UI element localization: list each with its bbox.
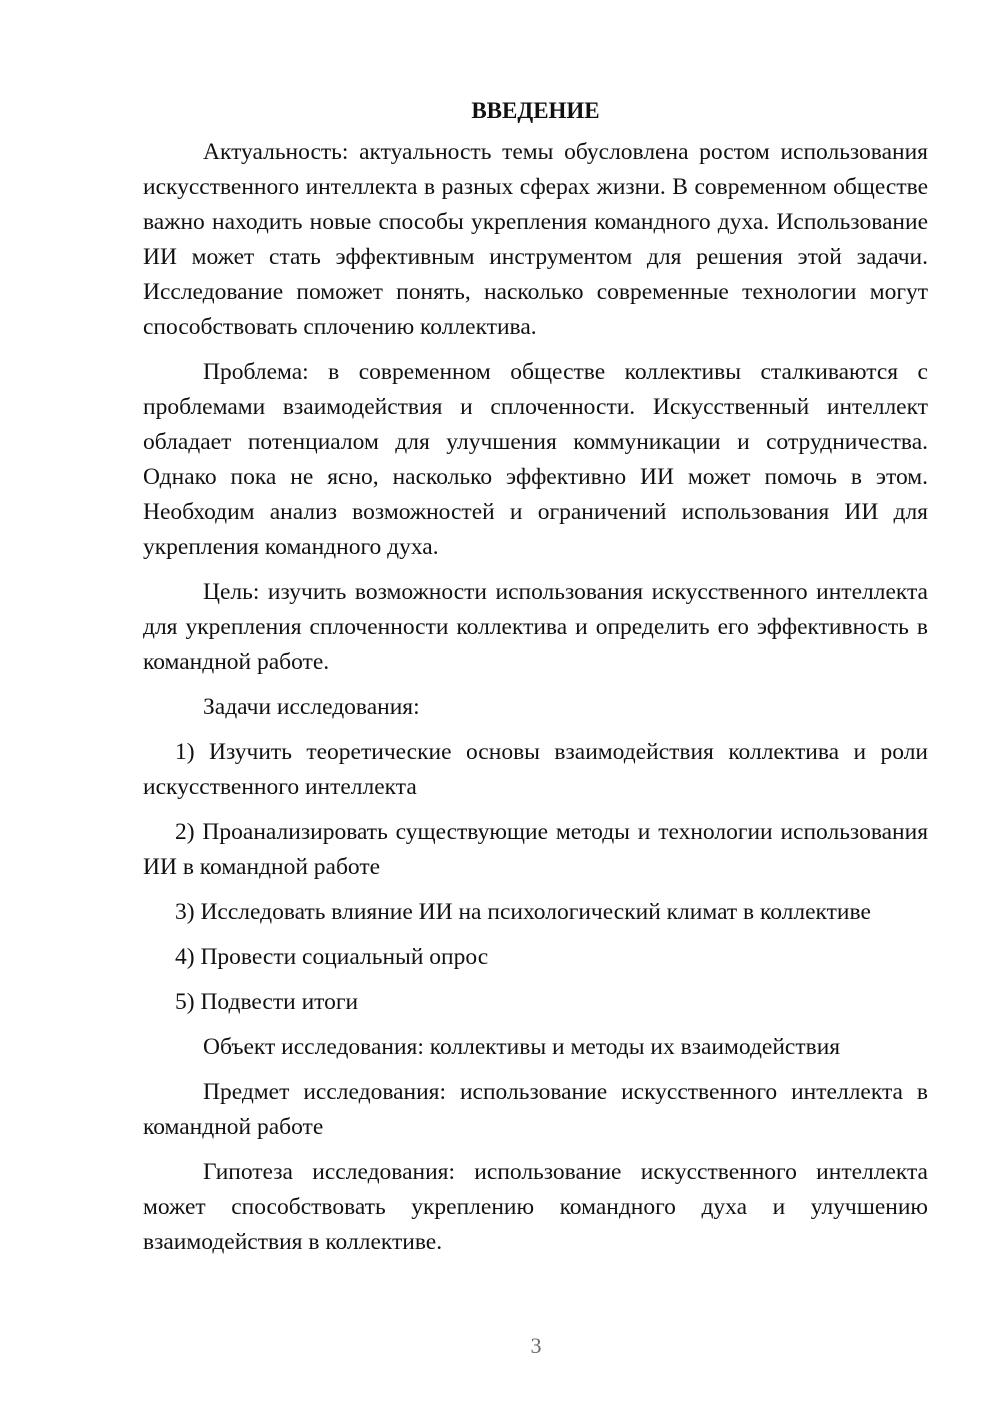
goal-paragraph: Цель: изучить возможности использования искусственного интеллекта для укрепления сплоченности коллектива и определить его эффективность в командной работе. — [143, 579, 928, 675]
document-body — [143, 96, 928, 1270]
problem-paragraph: Проблема: в современном обществе коллективы сталкиваются с проблемами взаимодействия и сплоченности. Искусственный интеллект обладает потенциалом для улучшения коммуникации и сотрудничества. Однако пока не ясно, насколько эффективно ИИ может помочь в этом. Необходим анализ возможностей и ограничений использования ИИ для укрепления командного духа. — [143, 359, 928, 560]
list-item: 2) Проанализировать существующие методы и технологии использования ИИ в командной работе — [143, 819, 928, 880]
list-item: 3) Исследовать влияние ИИ на психологический климат в коллективе — [175, 899, 871, 925]
page-number: 3 — [530, 1333, 542, 1358]
list-item: 4) Провести социальный опрос — [175, 944, 489, 970]
object-paragraph: Объект исследования: коллективы и методы их взаимодействия — [203, 1034, 841, 1060]
tasks-heading: Задачи исследования: — [203, 694, 420, 720]
subject-paragraph: Предмет исследования: использование искусственного интеллекта в командной работе — [143, 1079, 928, 1140]
list-item: 5) Подвести итоги — [175, 989, 359, 1015]
section-heading: ВВЕДЕНИЕ — [471, 98, 600, 123]
list-item: 1) Изучить теоретические основы взаимодействия коллектива и роли искусственного интеллекта — [143, 739, 928, 800]
tasks-list — [143, 735, 928, 1020]
hypothesis-paragraph: Гипотеза исследования: использование искусственного интеллекта может способствовать укреплению командного духа и улучшению взаимодействия в коллективе. — [143, 1159, 928, 1255]
relevance-paragraph: Актуальность: актуальность темы обусловлена ростом использования искусственного интеллекта в разных сферах жизни. В современном обществе важно находить новые способы укрепления командного духа. Использование ИИ может стать эффективным инструментом для решения этой задачи. Исследование поможет понять, насколько современные технологии могут способствовать сплочению коллектива. — [143, 139, 928, 340]
